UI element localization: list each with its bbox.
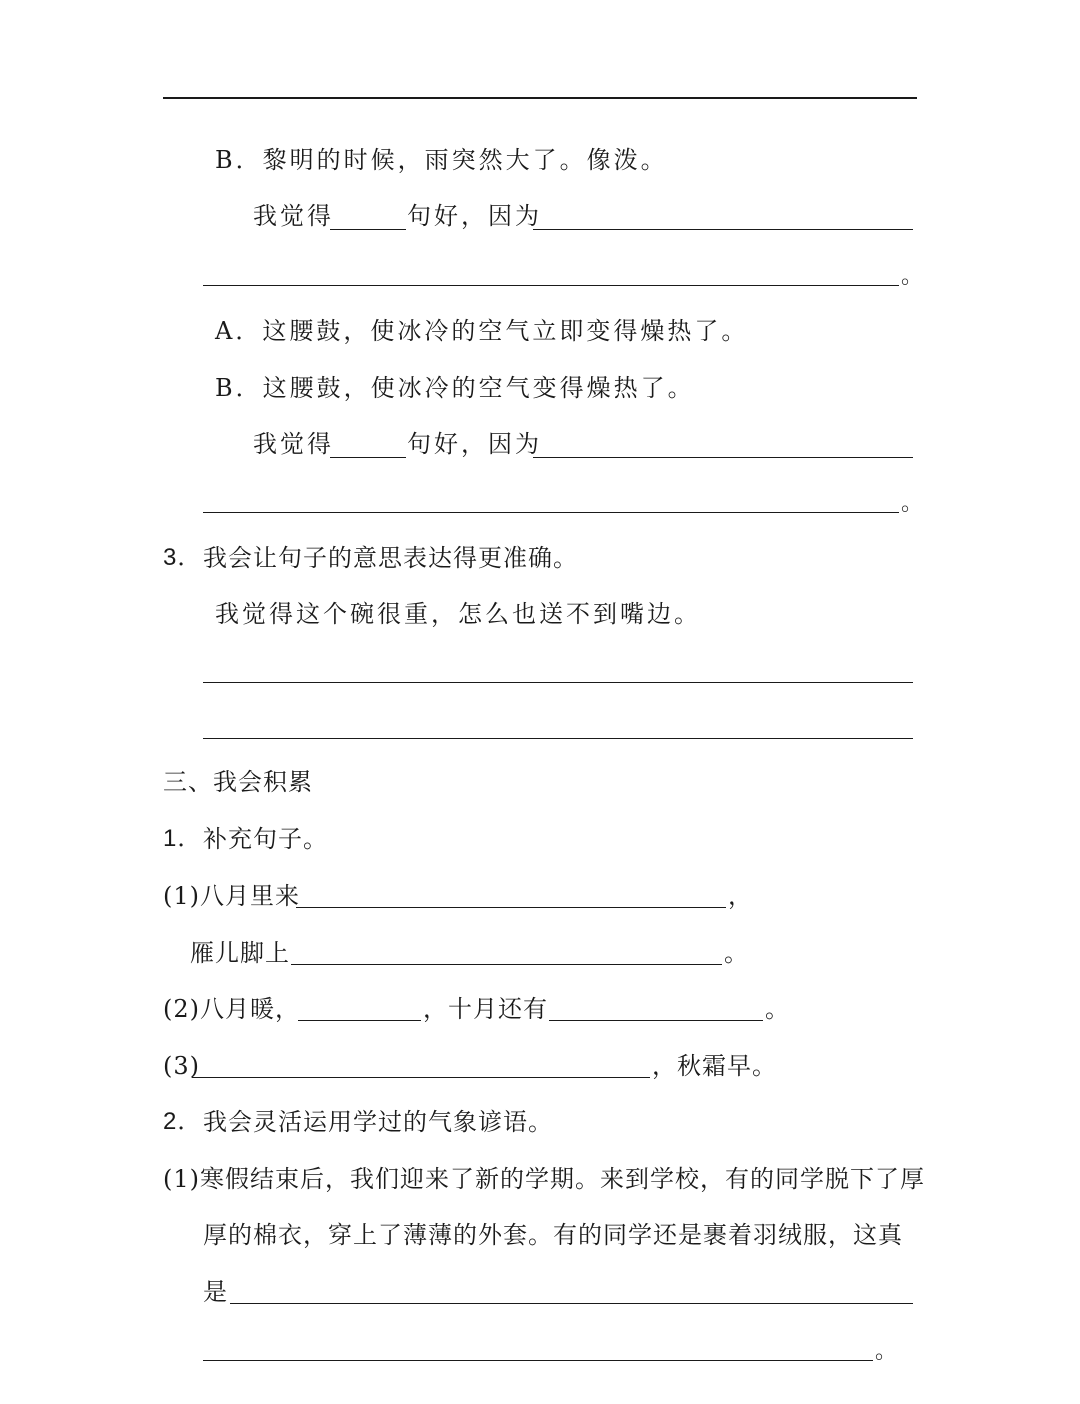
- s3-q1-item1-line2-label: 雁儿脚上: [190, 939, 290, 967]
- s3-q2-item1-line2: 厚的棉衣，穿上了薄薄的外套。有的同学还是裹着羽绒服，这真: [203, 1221, 903, 1249]
- s3-q1-item3-blank[interactable]: [192, 1077, 650, 1078]
- s3-q2-item1-end: 。: [875, 1339, 898, 1364]
- s3-q2-item1-blank-2[interactable]: [203, 1360, 873, 1361]
- s3-q2-item1-line3-label: 是: [203, 1278, 228, 1306]
- pair1-choice-blank[interactable]: [330, 229, 406, 230]
- s3-q1-item2-mid: ，十月还有: [423, 995, 548, 1023]
- q3-answer-line-2[interactable]: [203, 738, 913, 739]
- s3-q1-item3-label: (3): [163, 1052, 200, 1080]
- s3-q1-title: 补充句子。: [203, 825, 328, 853]
- s3-q1-item1-blank[interactable]: [296, 907, 726, 908]
- s3-q1-item1-line2-blank[interactable]: [291, 964, 722, 965]
- s3-q1-number: 1．: [163, 825, 203, 852]
- s3-q2-title: 我会灵活运用学过的气象谚语。: [203, 1108, 553, 1136]
- q3-title: 我会让句子的意思表达得更准确。: [203, 544, 578, 572]
- pair2-option-a: A．这腰鼓，使冰冷的空气立即变得燥热了。: [215, 317, 749, 345]
- s3-q1-item3-end: ，秋霜早。: [652, 1052, 777, 1080]
- s3-q2-item1-blank-1[interactable]: [230, 1303, 913, 1304]
- s3-q1-item2-blank-2[interactable]: [549, 1020, 763, 1021]
- pair2-end-mark: 。: [901, 491, 924, 516]
- pair1-end-mark: 。: [901, 264, 924, 289]
- q3-answer-line-1[interactable]: [203, 682, 913, 683]
- pair2-reason-blank-1[interactable]: [533, 457, 913, 458]
- pair2-reason-blank-2[interactable]: [203, 512, 899, 513]
- s3-q1-item1-end: 。: [724, 939, 749, 967]
- q3-sentence: 我觉得这个碗很重，怎么也送不到嘴边。: [215, 600, 701, 628]
- pair2-option-b: B．这腰鼓，使冰冷的空气变得燥热了。: [215, 374, 695, 402]
- section3-heading: 三、我会积累: [163, 768, 313, 796]
- s3-q1-item2-label: (2)八月暖，: [163, 995, 300, 1023]
- s3-q1-item2-end: 。: [765, 995, 790, 1023]
- s3-q1-item1-comma: ，: [728, 882, 753, 910]
- s3-q2-item1-line1: (1)寒假结束后，我们迎来了新的学期。来到学校，有的同学脱下了厚: [163, 1165, 925, 1193]
- pair2-choice-blank[interactable]: [330, 457, 406, 458]
- pair2-prompt-lead: 我觉得: [253, 430, 334, 458]
- header-rule: [163, 97, 917, 99]
- pair1-option-b: B．黎明的时候，雨突然大了。像泼。: [215, 146, 668, 174]
- s3-q1-item1-label: (1)八月里来: [163, 882, 300, 910]
- pair1-prompt-mid: 句好，因为: [407, 202, 542, 230]
- pair1-reason-blank-2[interactable]: [203, 285, 899, 286]
- q3-number: 3．: [163, 544, 203, 571]
- pair2-prompt-mid: 句好，因为: [407, 430, 542, 458]
- pair1-reason-blank-1[interactable]: [533, 229, 913, 230]
- s3-q1-item2-blank-1[interactable]: [298, 1020, 421, 1021]
- s3-q2-number: 2．: [163, 1108, 203, 1135]
- pair1-prompt-lead: 我觉得: [253, 202, 334, 230]
